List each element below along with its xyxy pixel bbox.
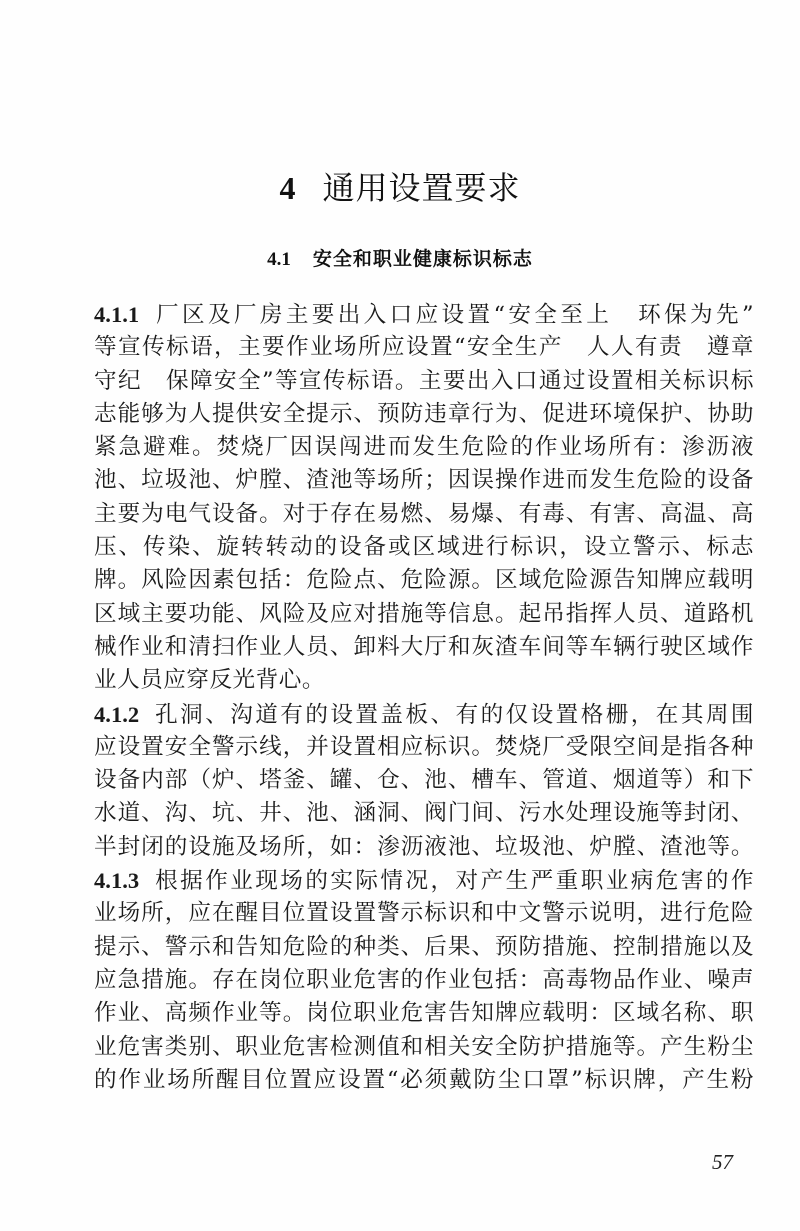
paragraph-line: 志能够为人提供安全提示、预防违章行为、促进环境保护、协助 <box>94 400 754 427</box>
section-number: 4.1 <box>267 249 291 270</box>
paragraph-line: 区域主要功能、风险及应对措施等信息。起吊指挥人员、道路机 <box>94 600 754 627</box>
clause-text: 根据作业现场的实际情况，对产生严重职业病危害的作 <box>153 868 754 895</box>
body-text <box>94 298 754 1097</box>
clause-text: 孔洞、沟道有的设置盖板、有的仅设置格栅，在其周围 <box>153 701 754 728</box>
paragraph-line: 提示、警示和告知危险的种类、后果、预防措施、控制措施以及 <box>94 933 754 960</box>
clause-number: 4.1.3 <box>94 868 140 894</box>
paragraph-line: 池、垃圾池、炉膛、渣池等场所；因误操作进而发生危险的设备 <box>94 467 754 494</box>
paragraph-line: 等宣传标语，主要作业场所应设置“安全生产 人人有责 遵章 <box>94 334 754 361</box>
clause-number: 4.1.2 <box>94 701 140 727</box>
paragraph-line: 紧急避难。焚烧厂因误闯进而发生危险的作业场所有：渗沥液 <box>94 434 754 461</box>
paragraph-line: 业人员应穿反光背心。 <box>94 667 325 694</box>
clause-text: 厂区及厂房主要出入口应设置“安全至上 环保为先” <box>153 302 754 328</box>
clause-number: 4.1.1 <box>94 302 140 327</box>
paragraph-line: 业场所，应在醒目位置设置警示标识和中文警示说明，进行危险 <box>94 900 754 927</box>
chapter-title-text: 通用设置要求 <box>322 169 521 207</box>
paragraph-line: 牌。风险因素包括：危险点、危险源。区域危险源告知牌应载明 <box>94 567 754 594</box>
chapter-number: 4 <box>279 170 297 206</box>
paragraph-line: 作业、高频作业等。岗位职业危害告知牌应载明：区域名称、职 <box>94 1000 754 1027</box>
paragraph-line: 守纪 保障安全”等宣传标语。主要出入口通过设置相关标识标 <box>94 367 754 394</box>
paragraph-line: 业危害类别、职业危害检测值和相关安全防护措施等。产生粉尘 <box>94 1033 754 1060</box>
paragraph-line: 压、传染、旋转转动的设备或区域进行标识，设立警示、标志 <box>94 534 754 561</box>
paragraph-line: 半封闭的设施及场所，如：渗沥液池、垃圾池、炉膛、渣池等。 <box>94 833 754 860</box>
paragraph-line: 设备内部（炉、塔釜、罐、仓、池、槽车、管道、烟道等）和下 <box>94 767 754 794</box>
paragraph-line: 应急措施。存在岗位职业危害的作业包括：高毒物品作业、噪声 <box>94 966 754 993</box>
paragraph-line: 主要为电气设备。对于存在易燃、易爆、有毒、有害、高温、高 <box>94 500 754 527</box>
chapter-title <box>0 168 800 208</box>
paragraph-line: 应设置安全警示线，并设置相应标识。焚烧厂受限空间是指各种 <box>94 733 754 760</box>
section-title <box>0 246 800 273</box>
paragraph-line: 的作业场所醒目位置应设置“必须戴防尘口罩”标识牌，产生粉 <box>94 1066 754 1093</box>
page-number: 57 <box>712 1150 733 1174</box>
clause-4-1-3-line <box>94 864 754 897</box>
paragraph-line: 水道、沟、坑、井、池、涵洞、阀门间、污水处理设施等封闭、 <box>94 800 754 827</box>
section-title-text: 安全和职业健康标识标志 <box>312 248 533 270</box>
clause-4-1-2-line <box>94 698 754 731</box>
clause-4-1-1-line <box>94 298 754 331</box>
paragraph-line: 械作业和清扫作业人员、卸料大厅和灰渣车间等车辆行驶区域作 <box>94 633 754 660</box>
